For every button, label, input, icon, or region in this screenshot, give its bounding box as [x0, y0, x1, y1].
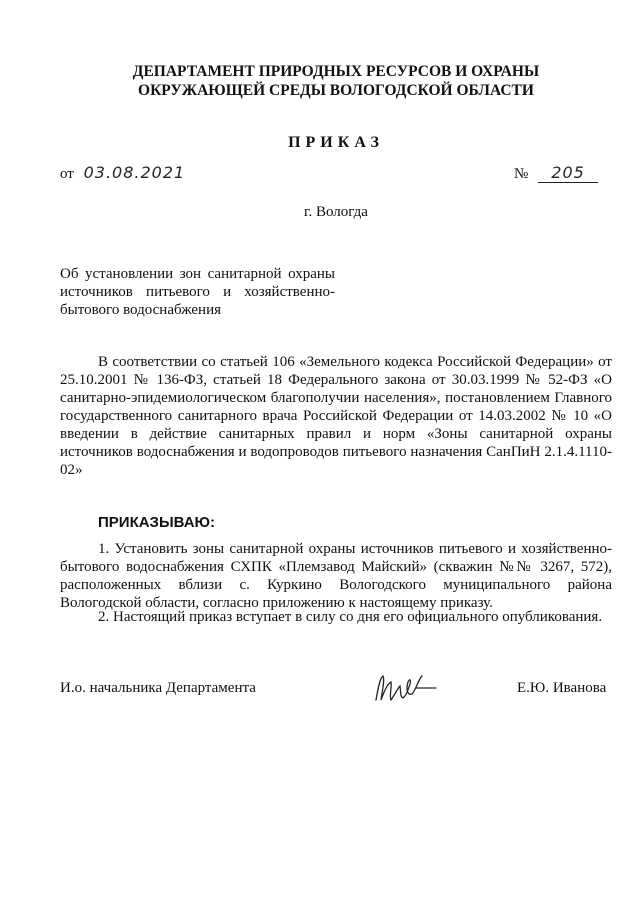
preamble: В соответствии со статьей 106 «Земельного кодекса Российской Федерации» от 25.10.2001 № 136-ФЗ, статьей 18 Федерального закона от 30.03.1999 № 52-ФЗ «О санитарно-эпидемиологическом благополучии населения», постановлением Главного государственного санитарного врача Российской Федерации от 14.03.2002 № 10 «О введении в действие санитарных правил и норм «Зоны санитарной охраны источников водоснабжения и водопроводов питьевого назначения СанПиН 2.1.4.1110-02» [60, 354, 612, 478]
header-line-1: ДЕПАРТАМЕНТ ПРИРОДНЫХ РЕСУРСОВ И ОХРАНЫ [132, 63, 540, 80]
number-row [514, 163, 598, 183]
date-prefix: от [60, 166, 74, 182]
subject: Об установлении зон санитарной охраны источников питьевого и хозяйственно-бытового водоснабжения [60, 266, 335, 318]
number-prefix: № [514, 166, 529, 182]
header-line-2: ОКРУЖАЮЩЕЙ СРЕДЫ ВОЛОГОДСКОЙ ОБЛАСТИ [138, 82, 534, 99]
document-title: ПРИКАЗ [288, 134, 384, 151]
date-row [60, 163, 185, 183]
city: г. Вологда [304, 204, 368, 220]
signature-icon [370, 670, 440, 706]
order-item-2: 2. Настоящий приказ вступает в силу со дня его официального опубликования. [98, 609, 603, 625]
order-word: ПРИКАЗЫВАЮ: [98, 514, 216, 531]
number-value: 205 [538, 163, 598, 183]
order-item-1: 1. Установить зоны санитарной охраны источников питьевого и хозяйственно-бытового водоснабжения СХПК «Племзавод Майский» (скважин №№ 3267, 572), расположенных вблизи с. Куркино Вологодского муниципального района Вологодской области, согласно приложению к настоящему приказу. [60, 541, 612, 611]
signatory-name: Е.Ю. Иванова [517, 680, 607, 696]
date-value: 03.08.2021 [83, 163, 186, 182]
signatory-position: И.о. начальника Департамента [60, 680, 256, 696]
department-header [60, 62, 612, 100]
